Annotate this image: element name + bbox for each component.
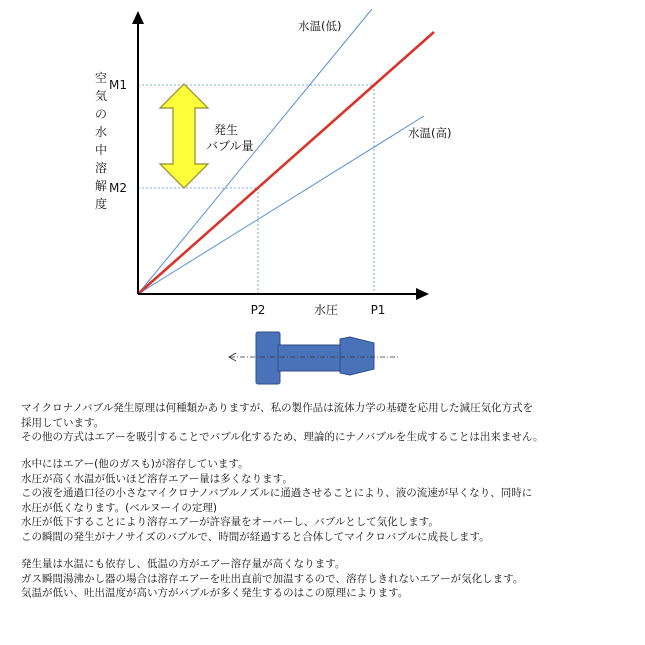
text-line: この液を通過口径の小さなマイクロナノバブルノズルに通過させることにより、液の流速が早くなり、同時に: [21, 487, 533, 499]
text-line: この瞬間の発生がナノサイズのバブルで、時間が経過すると合体してマイクロバブルに成長します。: [21, 530, 490, 543]
text-line: 発生量は水温にも依存し、低温の方がエアー溶存量が高くなります。: [21, 558, 346, 570]
text-line: その他の方式はエアーを吸引することでバブル化するため、理論的にナノバブルを生成することは出来ません。: [21, 431, 544, 443]
arrow-label-line1: 発生: [214, 123, 239, 137]
tick-m2: M2: [109, 181, 127, 195]
text-line: マイクロナノバブル発生原理は何種類かありますが、私の製作品は流体力学の基礎を応用した減圧気化方式を: [21, 402, 534, 414]
text-line: 水圧が低くなります。(ベルヌーイの定理): [21, 501, 217, 514]
text-line: 気温が低い、吐出温度が高い方がバブルが多く発生するのはこの原理によります。: [21, 587, 409, 599]
explanation-para-1: [21, 401, 636, 445]
nozzle-icon: [256, 332, 374, 384]
high-temp-label: 水温(高): [408, 126, 452, 140]
bubble-amount-arrow: [160, 84, 208, 188]
explanation-para-3: [21, 557, 636, 601]
tick-p2: P2: [250, 303, 266, 317]
text-line: 水圧が高く水温が低いほど溶存エアー量は多くなります。: [21, 472, 293, 485]
x-axis-arrowhead: [416, 288, 429, 300]
text-line: 水圧が低下することにより溶存エアーが許容量をオーバーし、バブルとして気化します。: [21, 516, 439, 528]
y-axis-label: 空気の水中溶解度: [95, 71, 108, 211]
tick-m1: M1: [109, 78, 127, 92]
y-axis-arrowhead: [132, 11, 144, 24]
explanation-para-2: [21, 457, 636, 544]
text-line: 水中にはエアー(他のガスも)が溶存しています。: [21, 458, 249, 470]
arrow-label-line2: バブル量: [206, 139, 254, 153]
low-temp-label: 水温(低): [298, 19, 342, 33]
text-line: 採用しています。: [21, 416, 105, 429]
text-line: ガス瞬間湯沸かし器の場合は溶存エアーを吐出直前で加温するので、溶存しきれないエアーが気化します。: [21, 572, 524, 585]
tick-p1: P1: [370, 303, 386, 317]
x-axis-label: 水圧: [313, 303, 339, 317]
